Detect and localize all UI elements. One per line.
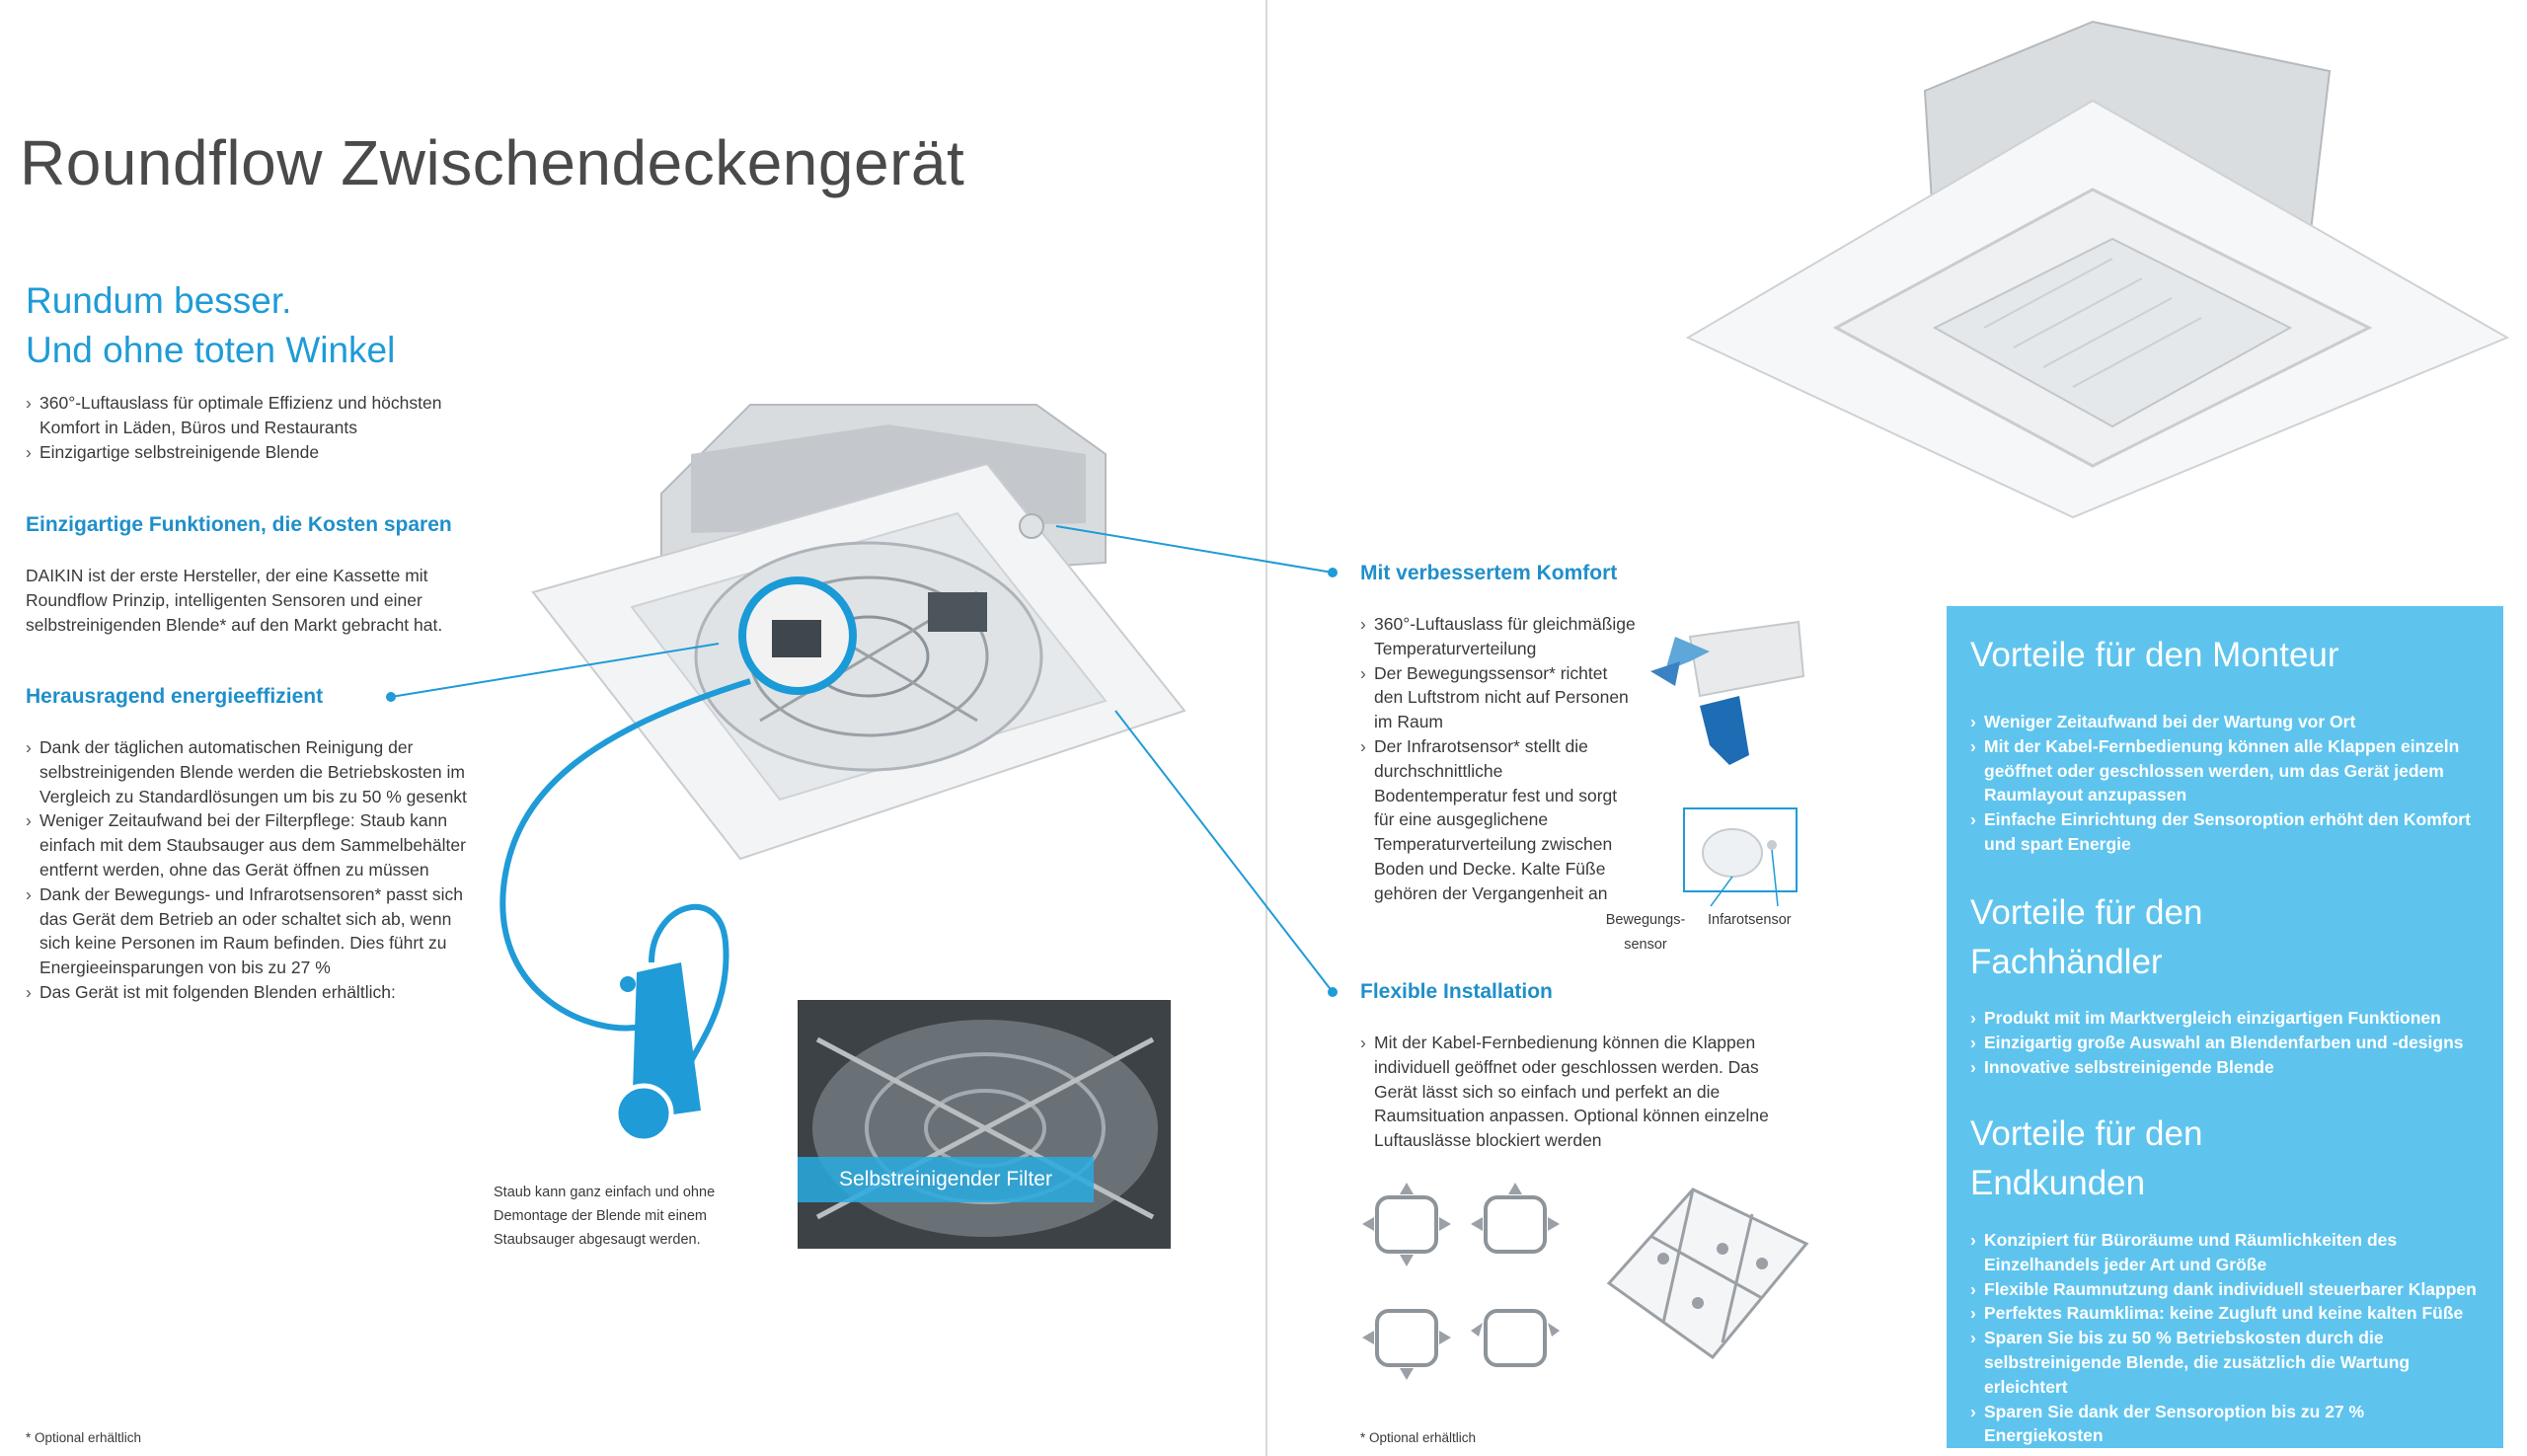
cassette-unit-photo <box>1678 12 2507 525</box>
comfort-heading: Mit verbessertem Komfort <box>1360 562 1618 584</box>
installer-benefits-list <box>1970 710 2484 857</box>
energy-heading: Herausragend energieeffizient <box>26 685 324 708</box>
dealer-benefit: › Innovative selbstreinigende Blende <box>1970 1055 2484 1080</box>
comfort-bullet: › Der Infrarotsensor* stellt die durchschnittliche Bodentemperatur fest und sorgt für eine ausgeglichene Temperaturverteilung zwischen Boden und Decke. Kalte Füße gehören der Vergangenheit an <box>1360 734 1637 906</box>
airflow-illustration <box>1650 617 1808 765</box>
customer-benefit: › Sparen Sie dank der Sensoroption bis zu 27 % Energiekosten <box>1970 1400 2484 1449</box>
customer-benefit: › Konzipiert für Büroräume und Räumlichkeiten des Einzelhandels jeder Art und Größe <box>1970 1228 2484 1277</box>
functions-text: DAIKIN ist der erste Hersteller, der eine Kassette mit Roundflow Prinzip, intelligenten Sensoren und einer selbstreinigenden Blende* auf den Markt gebracht hat. <box>26 566 443 635</box>
filter-caption: Selbstreinigender Filter <box>798 1157 1094 1202</box>
energy-bullet: › Dank der Bewegungs- und Infrarotsensoren* passt sich das Gerät dem Betrieb an oder schaltet sich ab, wenn sich keine Personen im Raum befinden. Dies führt zu Energieeinsparungen von bis zu 27 % <box>26 882 470 980</box>
customer-benefit: › Sparen Sie bis zu 50 % Betriebskosten durch die selbstreinigende Blende, die zusätzlich die Wartung erleichtert <box>1970 1326 2484 1399</box>
sensor-picture <box>1683 807 1798 892</box>
intro-bullet: › Einzigartige selbstreinigende Blende <box>26 440 480 465</box>
installation-bullet-list <box>1360 1031 1804 1153</box>
customer-benefit: › Flexible Raumnutzung dank individuell steuerbarer Klappen <box>1970 1277 2484 1302</box>
intro-bullet: › 360°-Luftauslass für optimale Effizienz und höchsten Komfort in Läden, Büros und Restaurants <box>26 391 480 440</box>
vacuum-caption: Staub kann ganz einfach und ohne Demontage der Blende mit einem Staubsauger abgesaugt werden. <box>494 1185 716 1248</box>
customer-benefits-list <box>1970 1228 2484 1448</box>
filter-photo <box>798 1000 1171 1249</box>
energy-bullet: › Weniger Zeitaufwand bei der Filterpflege: Staub kann einfach mit dem Staubsauger aus dem Sammelbehälter entfernt werden, ohne das Gerät öffnen zu müssen <box>26 808 470 881</box>
installation-bullet: › Mit der Kabel-Fernbedienung können die Klappen individuell geöffnet oder geschlossen werden. Das Gerät lässt sich so einfach und perfekt an die Raumsituation anpassen. Optional können einzelne Luftauslässe blockiert werden <box>1360 1031 1804 1153</box>
dealer-benefits-heading: Vorteile für den Fachhändler <box>1970 893 2203 981</box>
customer-benefit: › Perfektes Raumklima: keine Zugluft und keine kalten Füße <box>1970 1301 2484 1326</box>
dealer-benefit: › Produkt mit im Marktvergleich einzigartigen Funktionen <box>1970 1006 2484 1031</box>
room-layout-illustration <box>1604 1185 1811 1362</box>
tagline-line-2: Und ohne toten Winkel <box>26 330 396 370</box>
infrared-sensor-label: Infarotsensor <box>1708 912 1792 928</box>
energy-bullet: › Dank der täglichen automatischen Reinigung der selbstreinigenden Blende werden die Betriebskosten im Vergleich zu Standardlösungen um bis zu 50 % gesenkt <box>26 735 470 808</box>
installer-benefit: › Einfache Einrichtung der Sensoroption erhöht den Komfort und spart Energie <box>1970 807 2484 857</box>
airflow-config-icons <box>1362 1183 1599 1380</box>
installer-benefit: › Weniger Zeitaufwand bei der Wartung vor Ort <box>1970 710 2484 734</box>
dealer-benefit: › Einzigartig große Auswahl an Blendenfarben und -designs <box>1970 1031 2484 1055</box>
tagline-line-1: Rundum besser. <box>26 280 292 321</box>
vacuum-cleaner-illustration <box>592 883 750 1160</box>
comfort-bullet-list <box>1360 612 1637 906</box>
functions-heading: Einzigartige Funktionen, die Kosten sparen <box>26 513 452 536</box>
page-title: Roundflow Zwischendeckengerät <box>20 127 965 198</box>
dealer-benefits-list <box>1970 1006 2484 1079</box>
installation-heading: Flexible Installation <box>1360 980 1553 1003</box>
customer-benefits-heading: Vorteile für den Endkunden <box>1970 1114 2203 1202</box>
installer-benefit: › Mit der Kabel-Fernbedienung können alle Klappen einzeln geöffnet oder geschlossen werden, um das Gerät jedem Raumlayout anzupassen <box>1970 734 2484 807</box>
installer-benefits-heading: Vorteile für den Monteur <box>1970 636 2339 674</box>
motion-sensor-label: Bewegungs-sensor <box>1605 912 1686 953</box>
footnote-right: * Optional erhältlich <box>1360 1430 1477 1445</box>
comfort-bullet: › Der Bewegungssensor* richtet den Luftstrom nicht auf Personen im Raum <box>1360 661 1637 734</box>
footnote-left: * Optional erhältlich <box>26 1430 142 1445</box>
comfort-bullet: › 360°-Luftauslass für gleichmäßige Temperaturverteilung <box>1360 612 1637 661</box>
energy-bullet: › Das Gerät ist mit folgenden Blenden erhältlich: <box>26 980 470 1005</box>
benefits-panel <box>1947 606 2503 1448</box>
